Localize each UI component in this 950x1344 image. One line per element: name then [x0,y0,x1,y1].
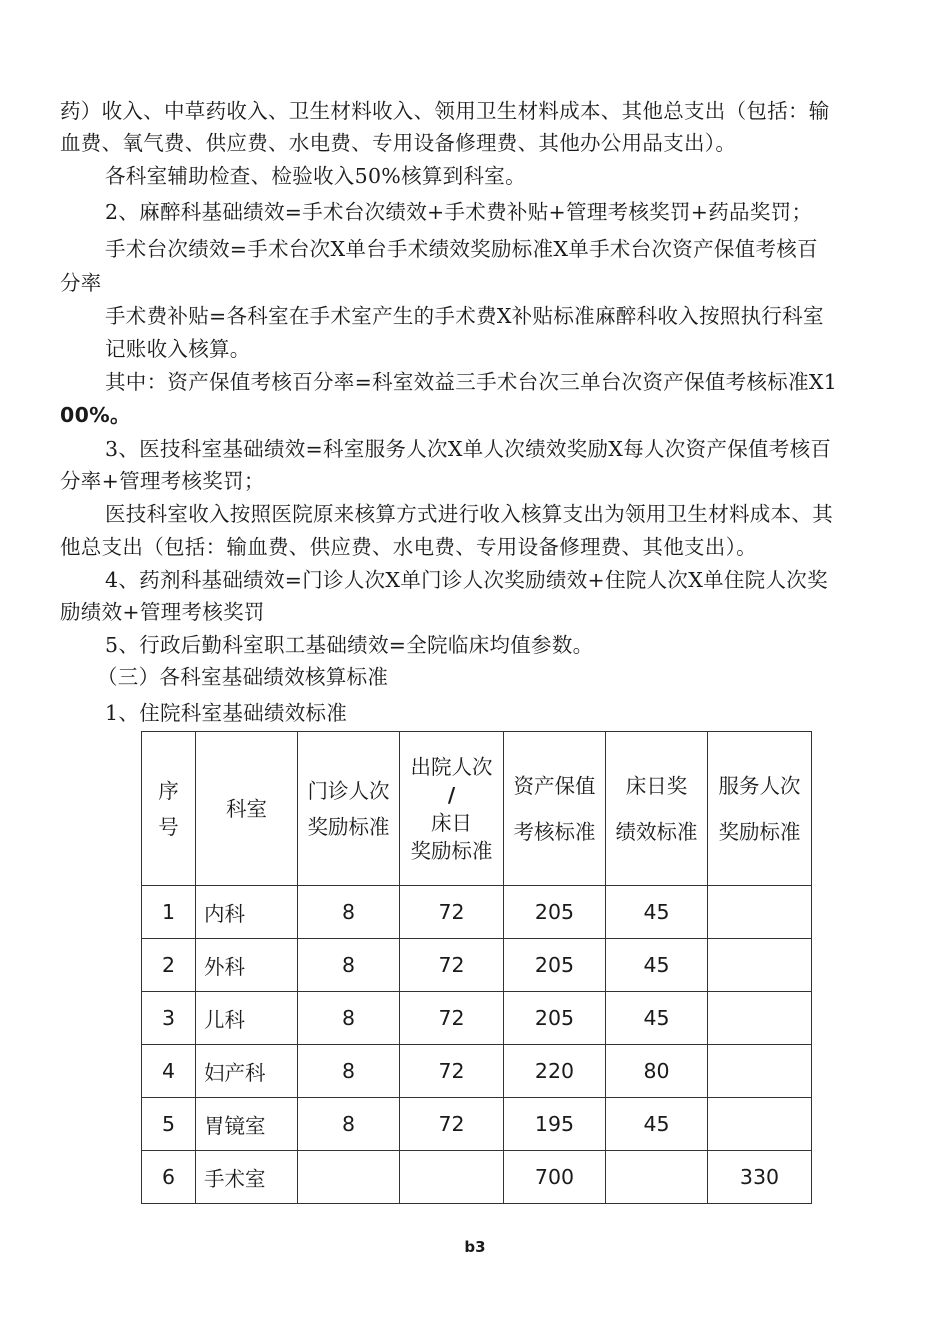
cell-outpatient [298,1151,400,1204]
cell-asset: 205 [504,939,606,992]
cell-discharge [400,1151,504,1204]
header-dept: 科室 [196,732,298,886]
cell-seq: 5 [142,1098,196,1151]
header-bedday: 床日奖 绩效标准 [606,732,708,886]
cell-dept: 胃镜室 [196,1098,298,1151]
page-number: b3 [464,1238,486,1256]
cell-outpatient: 8 [298,886,400,939]
cell-asset: 220 [504,1045,606,1098]
cell-asset: 195 [504,1098,606,1151]
cell-discharge: 72 [400,886,504,939]
cell-bedday: 45 [606,886,708,939]
header-asset: 资产保值 考核标准 [504,732,606,886]
table-row [142,1098,812,1151]
cell-service [708,886,812,939]
cell-discharge: 72 [400,939,504,992]
cell-seq: 3 [142,992,196,1045]
paragraph-line: 分率+管理考核奖罚； [60,469,265,493]
cell-asset: 205 [504,992,606,1045]
cell-asset: 700 [504,1151,606,1204]
paragraph-line: 00%。 [60,403,131,427]
paragraph-line: 医技科室收入按照医院原来核算方式进行收入核算支出为领用卫生材料成本、其 [105,502,833,526]
cell-dept: 内科 [196,886,298,939]
table-header-row [142,732,812,886]
paragraph-line: 血费、氧气费、供应费、水电费、专用设备修理费、其他办公用品支出）。 [60,131,737,155]
cell-outpatient: 8 [298,992,400,1045]
paragraph-line: 各科室辅助检查、检验收入50%核算到科室。 [105,164,526,188]
cell-service [708,992,812,1045]
cell-service [708,1098,812,1151]
table-row [142,939,812,992]
cell-seq: 2 [142,939,196,992]
cell-bedday: 45 [606,992,708,1045]
cell-dept: 手术室 [196,1151,298,1204]
paragraph-line: 4、药剂科基础绩效=门诊人次X单门诊人次奖励绩效+住院人次X单住院人次奖 [105,568,828,592]
subsection-heading: 1、住院科室基础绩效标准 [105,701,348,725]
cell-bedday [606,1151,708,1204]
paragraph-line: 分率 [60,271,102,295]
performance-standard-table [141,731,812,1204]
paragraph-line: 他总支出（包括：输血费、供应费、水电费、专用设备修理费、其他支出）。 [60,535,757,559]
cell-outpatient: 8 [298,939,400,992]
cell-dept: 妇产科 [196,1045,298,1098]
cell-outpatient: 8 [298,1098,400,1151]
table-row [142,1151,812,1204]
header-seq: 序 号 [142,732,196,886]
cell-bedday: 45 [606,1098,708,1151]
cell-discharge: 72 [400,1098,504,1151]
cell-dept: 儿科 [196,992,298,1045]
header-service: 服务人次 奖励标准 [708,732,812,886]
cell-seq: 1 [142,886,196,939]
header-discharge: 出院人次 / 床日 奖励标准 [400,732,504,886]
cell-discharge: 72 [400,1045,504,1098]
header-outpatient: 门诊人次 奖励标准 [298,732,400,886]
table-row [142,992,812,1045]
cell-seq: 4 [142,1045,196,1098]
cell-service [708,1045,812,1098]
cell-bedday: 45 [606,939,708,992]
paragraph-line: 3、医技科室基础绩效=科室服务人次X单人次绩效奖励X每人次资产保值考核百 [105,437,832,461]
cell-bedday: 80 [606,1045,708,1098]
cell-dept: 外科 [196,939,298,992]
paragraph-line: 手术台次绩效=手术台次X单台手术绩效奖励标准X单手术台次资产保值考核百 [105,237,818,261]
cell-asset: 205 [504,886,606,939]
paragraph-line: 其中：资产保值考核百分率=科室效益三手术台次三单台次资产保值考核标准X1 [105,370,838,394]
paragraph-line: 手术费补贴=各科室在手术室产生的手术费X补贴标准麻醉科收入按照执行科室 [105,304,824,328]
section-heading: （三）各科室基础绩效核算标准 [97,665,389,689]
paragraph-line: 2、麻醉科基础绩效=手术台次绩效+手术费补贴+管理考核奖罚+药品奖罚； [105,200,813,224]
paragraph-line: 5、行政后勤科室职工基础绩效=全院临床均值参数。 [105,633,594,657]
cell-discharge: 72 [400,992,504,1045]
table-row [142,1045,812,1098]
paragraph-line: 励绩效+管理考核奖罚 [60,600,265,624]
paragraph-line: 记账收入核算。 [105,337,251,361]
table-row [142,886,812,939]
paragraph-line: 药）收入、中草药收入、卫生材料收入、领用卫生材料成本、其他总支出（包括：输 [60,99,830,123]
cell-service: 330 [708,1151,812,1204]
cell-service [708,939,812,992]
cell-outpatient: 8 [298,1045,400,1098]
cell-seq: 6 [142,1151,196,1204]
